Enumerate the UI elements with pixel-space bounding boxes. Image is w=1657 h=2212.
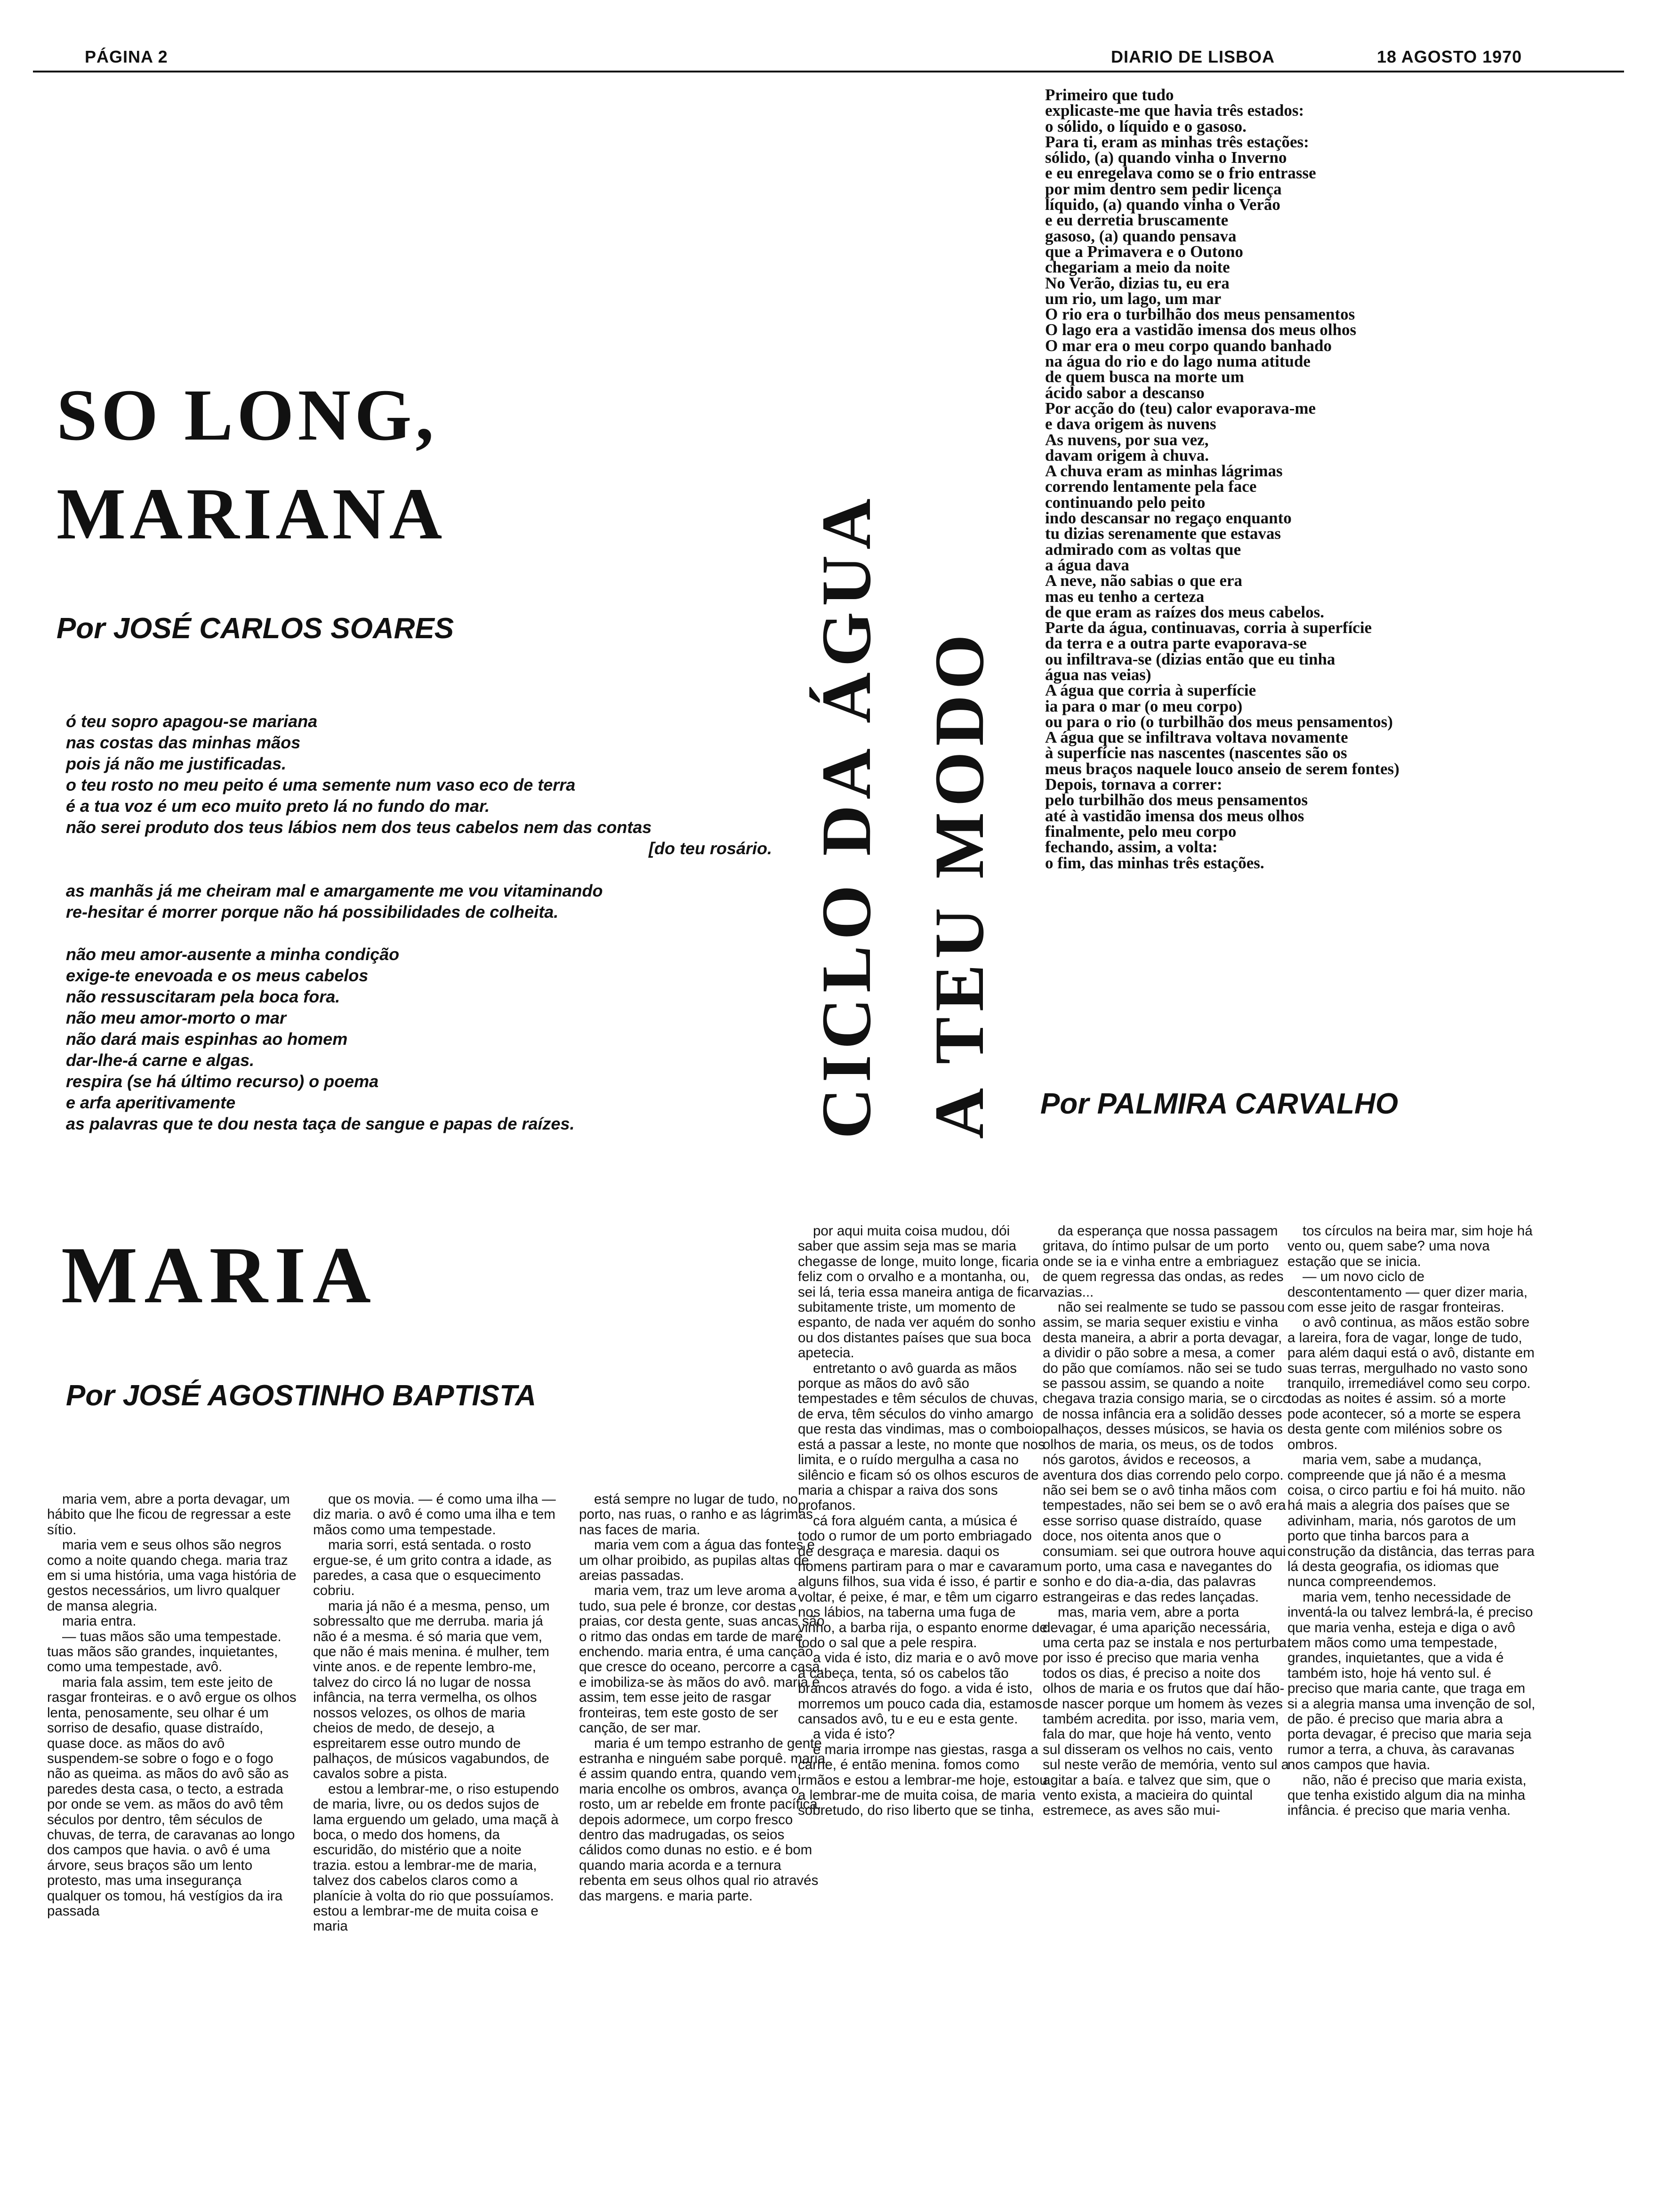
article1-poem-text	[66, 711, 772, 1134]
poem-line: sólido, (a) quando vinha o Inverno	[1045, 148, 1287, 167]
article-paragraph: maria sorri, está sentada. o rosto ergue-se, é um grito contra a idade, as paredes, a casa que o esquecimento cobriu.	[313, 1537, 552, 1599]
poem-line: davam origem à chuva.	[1045, 446, 1209, 465]
article2-title-line1: CICLO DA ÁGUA	[807, 493, 885, 1139]
article-paragraph: e maria irrompe nas giestas, rasga a carne, é então menina. fomos como irmãos e estou a lembrar-me hoje, estou a lembrar-me de muita coisa, de maria sobretudo, do riso liberto que se tinha,	[798, 1741, 1047, 1819]
poem-line: respira (se há último recurso) o poema	[66, 1072, 379, 1091]
poem-line: mas eu tenho a certeza	[1045, 587, 1205, 606]
article2-byline: Por PALMIRA CARVALHO	[1040, 1088, 1399, 1120]
article-paragraph: o avô continua, as mãos estão sobre a lareira, fora de vagar, longe de tudo, para além daqui está o avô, distante em suas terras, mergulhado no vasto sono tranquilo, irremediável como seu corpo. todas as noites é assim. só a morte pode acontecer, só a morte se espera desta gente com milénios sobre os ombros.	[1287, 1314, 1535, 1452]
poem-line: No Verão, dizias tu, eu era	[1045, 273, 1230, 292]
article-paragraph: maria vem com a água das fontes e um olhar proibido, as pupilas altas de areias passadas.	[579, 1537, 815, 1584]
article-paragraph: estou a lembrar-me, o riso estupendo de maria, livre, ou os dedos sujos de lama erguendo um gelado, uma maçã à boca, o medo dos homens, da escuridão, do mistério que a noite trazia. estou a lembrar-me de maria, talvez dos cabelos claros como a planície à volta do rio que possuíamos. estou a lembrar-me de muita coisa e maria	[313, 1781, 559, 1934]
poem-line: não serei produto dos teus lábios nem dos teus cabelos nem das contas	[66, 817, 652, 837]
poem-line: as manhãs já me cheiram mal e amargamente me vou vitaminando	[66, 881, 603, 900]
article3-column-5	[1043, 1224, 1292, 1819]
article2-poem-text	[1045, 87, 1629, 871]
poem-line: A água que se infiltrava voltava novamente	[1045, 728, 1348, 747]
poem-line: e eu enregelava como se o frio entrasse	[1045, 164, 1316, 183]
poem-line: ou para o rio (o turbilhão dos meus pensamentos)	[1045, 712, 1393, 731]
article-paragraph: maria fala assim, tem este jeito de rasgar fronteiras. e o avô ergue os olhos lenta, penosamente, seu olhar é um sorriso de desafio, quase distraído, quase doce. as mãos do avô suspendem-se sobre o fogo e o fogo não as queima. as mãos do avô são as paredes desta casa, o tecto, a estrada por onde se vem. as mãos do avô têm séculos por dentro, têm séculos de chuvas, de terra, de caravanas ao longo dos campos que havia. o avô é uma árvore, seus braços são um lento protesto, mas uma insegurança qualquer os tomou, há vestígios da ira passada	[47, 1674, 297, 1919]
poem-line: nas costas das minhas mãos	[66, 733, 301, 752]
article3-column-1	[47, 1492, 297, 1919]
article-paragraph: que os movia. — é como uma ilha — diz maria. o avô é como uma ilha e tem mãos como uma tempestade.	[313, 1491, 556, 1538]
poem-line: e arfa aperitivamente	[66, 1093, 236, 1112]
poem-line: A neve, não sabias o que era	[1045, 571, 1243, 590]
poem-line: A água que corria à superfície	[1045, 681, 1256, 700]
poem-line: água nas veias)	[1045, 665, 1151, 684]
article-paragraph: maria vem e seus olhos são negros como a noite quando chega. maria traz em si uma história, uma vaga história de gestos necessários, um livro qualquer de mansa alegria.	[47, 1537, 297, 1614]
page-number: PÁGINA 2	[85, 47, 168, 66]
article3-column-4	[798, 1224, 1047, 1819]
poem-line: um rio, um lago, um mar	[1045, 289, 1222, 308]
poem-line: pelo turbilhão dos meus pensamentos	[1045, 791, 1308, 809]
poem-line: dar-lhe-á carne e algas.	[66, 1050, 255, 1070]
article-paragraph: a vida é isto, diz maria e o avô move a cabeça, tenta, só os cabelos tão brancos através do fogo. a vida é isto, morremos um pouco cada dia, estamos cansados avô, tu e eu e esta gente.	[798, 1650, 1042, 1727]
poem-line: admirado com as voltas que	[1045, 540, 1241, 559]
article-paragraph: maria é um tempo estranho de gente estranha e ninguém sabe porquê. maria é assim quando entra, quando vem. maria encolhe os ombros, avança o rosto, um ar rebelde em fronte pacífica. depois adormece, um corpo fresco dentro das madrugadas, os seios cálidos como dunas no estio. e é bom quando maria acorda e a ternura rebenta em seus olhos qual rio através das margens. e maria parte.	[579, 1735, 826, 1904]
article-paragraph: maria vem, tenho necessidade de inventá-la ou talvez lembrá-la, é preciso que maria venha, esteja e diga o avô tem mãos como uma tempestade, grandes, inquietantes, que a vida é também isto, hoje há vento sul. é preciso que maria cante, que traga em si a alegria mansa uma invenção de sol, de pão. é preciso que maria abra a porta devagar, é preciso que maria seja rumor a terra, a chuva, às caravanas nos campos que havia.	[1287, 1589, 1536, 1773]
article1-byline: Por JOSÉ CARLOS SOARES	[56, 612, 454, 645]
article-paragraph: cá fora alguém canta, a música é todo o rumor de um porto embriagado de desgraça e maresia. daqui os homens partiram para o mar e cavaram alguns filhos, sua vida é isso, é partir e voltar, é peixe, é mar, e têm um cigarro nos lábios, na taberna uma fuga de vinho, a barba rija, o espanto enorme de todo o sal que a pele respira.	[798, 1513, 1047, 1651]
issue-date: 18 AGOSTO 1970	[1377, 47, 1522, 66]
article3-column-6	[1287, 1224, 1537, 1819]
poem-line: da terra e a outra parte evaporava-se	[1045, 634, 1307, 653]
poem-line: à superfície nas nascentes (nascentes são os	[1045, 744, 1347, 762]
poem-line: Parte da água, continuavas, corria à superfície	[1045, 618, 1372, 637]
poem-line: ácido sabor a descanso	[1045, 383, 1205, 402]
article-paragraph: maria vem, abre a porta devagar, um hábito que lhe ficou de regressar a este sítio.	[47, 1491, 291, 1538]
poem-line: exige-te enevoada e os meus cabelos	[66, 966, 369, 985]
poem-line: continuando pelo peito	[1045, 493, 1206, 512]
article-paragraph: a vida é isto?	[813, 1726, 895, 1742]
poem-line: não dará mais espinhas ao homem	[66, 1029, 348, 1049]
article-paragraph: não, não é preciso que maria exista, que tenha existido algum dia na minha infância. é preciso que maria venha.	[1287, 1772, 1527, 1819]
poem-line: meus braços naquele louco anseio de serem fontes)	[1045, 759, 1400, 778]
poem-line: não ressuscitaram pela boca fora.	[66, 987, 340, 1006]
article3-title: MARIA	[61, 1231, 378, 1320]
poem-line: O mar era o meu corpo quando banhado	[1045, 336, 1332, 355]
article-paragraph: por aqui muita coisa mudou, dói saber que assim seja mas se maria chegasse de longe, muito longe, ficaria feliz com o orvalho e a montanha, ou, sei lá, teria essa maneira antiga de ficar subitamente triste, um momento de espanto, de nada ver aquém do sonho ou dos distantes países que sua boca apetecia.	[798, 1223, 1044, 1361]
poem-line: Para ti, eram as minhas três estações:	[1045, 132, 1309, 151]
poem-line: líquido, (a) quando vinha o Verão	[1045, 195, 1280, 214]
poem-line: o fim, das minhas três estações.	[1045, 853, 1264, 872]
article1-title-line1: SO LONG,	[56, 374, 438, 456]
article-paragraph: maria vem, traz um leve aroma a tudo, sua pele é bronze, cor destas praias, cor desta gente, suas ancas são o ritmo das ondas em tarde de maré enchendo. maria entra, é uma canção que cresce do oceano, percorre a casa, e imobiliza-se às mãos do avô. maria é assim, tem esse jeito de rasgar fronteiras, tem este gosto de ser canção, de ser mar.	[579, 1583, 825, 1736]
poem-line: pois já não me justificadas.	[66, 754, 287, 773]
poem-line: finalmente, pelo meu corpo	[1045, 822, 1237, 841]
article2-poem	[1045, 87, 1629, 871]
poem-line: o sólido, o líquido e o gasoso.	[1045, 117, 1247, 136]
article1-title-line2: MARIANA	[56, 473, 446, 554]
article-paragraph: mas, maria vem, abre a porta devagar, é uma aparição necessária, uma certa paz se instala e nos perturba. por isso é preciso que maria venha todos os dias, é preciso a noite dos olhos de maria e os frutos que daí hão-de nascer porque um homem às vezes também acredita. por isso, maria vem, fala do mar, que hoje há vento, vento sul disseram os velhos no cais, vento sul neste verão de memória, vento sul a agitar a baía. e talvez que sim, que o vento exista, a macieira do quintal estremece, as aves são mui-	[1043, 1604, 1291, 1819]
poem-line: e dava origem às nuvens	[1045, 415, 1216, 433]
article-paragraph: maria já não é a mesma, penso, um sobressalto que me derruba. maria já não é a mesma. é só maria que vem, que não é mais menina. é mulher, tem vinte anos. e de repente lembro-me, talvez do circo lá no lugar de nossa infância, na terra vermelha, os olhos nossos velozes, os olhos de maria cheios de medo, de desejo, a espreitarem esse outro mundo de palhaços, de músicos vagabundos, de cavalos sobre a pista.	[313, 1598, 550, 1782]
poem-line: A chuva eram as minhas lágrimas	[1045, 462, 1283, 481]
poem-line: ia para o mar (o meu corpo)	[1045, 697, 1243, 715]
poem-line: não meu amor-morto o mar	[66, 1008, 287, 1027]
poem-line: gasoso, (a) quando pensava	[1045, 226, 1237, 245]
poem-line: Depois, tornava a correr:	[1045, 775, 1223, 794]
article-paragraph: não sei realmente se tudo se passou assim, se maria sequer existiu e vinha desta maneira, a abrir a porta devagar, a dividir o pão sobre a mesa, a comer do pão que comíamos. não sei se tudo se passou assim, se quando a noite chegava trazia consigo maria, se o circo de nossa infância era a solidão desses palhaços, desses músicos, se havia os olhos de maria, os meus, os de todos nós garotos, ávidos e receosos, a aventura dos dias correndo pelo corpo. não sei bem se o avô tinha mãos com tempestades, não sei bem se o avô era esse sorriso quase distraído, quase doce, nos oitenta anos que o consumiam. sei que outrora houve aqui um porto, uma casa e navegantes do sonho e do dia-a-dia, das palavras estrangeiras e das redes lançadas.	[1043, 1299, 1291, 1605]
poem-line: que a Primavera e o Outono	[1045, 242, 1243, 261]
article-paragraph: tos círculos na beira mar, sim hoje há vento ou, quem sabe? uma nova estação que se inicia.	[1287, 1223, 1533, 1269]
article-paragraph: entretanto o avô guarda as mãos porque as mãos do avô são tempestades e têm séculos de chuvas, de erva, têm séculos do vinho amargo que resta das vindimas, mas o comboio está a passar a leste, no monte que nos limita, e o ruído mergulha a casa no silêncio e ficam só os olhos escuros de maria a chispar a raiva dos sons profanos.	[798, 1360, 1045, 1514]
poem-line: [do teu rosário.	[648, 839, 772, 858]
poem-line: correndo lentamente pela face	[1045, 477, 1257, 496]
poem-line: O lago era a vastidão imensa dos meus olhos	[1045, 321, 1357, 339]
poem-line: de quem busca na morte um	[1045, 368, 1244, 386]
article1-poem	[66, 711, 772, 1134]
poem-line: Primeiro que tudo	[1045, 86, 1174, 104]
article3-column-2	[313, 1492, 563, 1934]
poem-line: é a tua voz é um eco muito preto lá no fundo do mar.	[66, 796, 490, 816]
poem-line: As nuvens, por sua vez,	[1045, 430, 1209, 449]
poem-line: a água dava	[1045, 555, 1129, 574]
article-paragraph: — tuas mãos são uma tempestade. tuas mãos são grandes, inquietantes, como uma tempestade, avô.	[47, 1628, 282, 1675]
poem-line: Por acção do (teu) calor evaporava-me	[1045, 399, 1316, 417]
poem-line	[66, 922, 772, 944]
article-paragraph: da esperança que nossa passagem gritava, do íntimo pulsar de um porto onde se ia e vinha entre a embriaguez de quem regressa das ondas, as redes vazias...	[1043, 1223, 1284, 1300]
article2-title-line2: A TEU MODO	[920, 628, 998, 1139]
article-paragraph: está sempre no lugar de tudo, no porto, nas ruas, o ranho e as lágrimas nas faces de maria.	[579, 1491, 813, 1538]
poem-line: fechando, assim, a volta:	[1045, 838, 1218, 857]
poem-line: as palavras que te dou nesta taça de sangue e papas de raízes.	[66, 1114, 575, 1133]
poem-line: na água do rio e do lago numa atitude	[1045, 352, 1311, 371]
poem-line: o teu rosto no meu peito é uma semente num vaso eco de terra	[66, 775, 576, 794]
header-rule	[33, 71, 1624, 72]
poem-line: tu dizias serenamente que estavas	[1045, 524, 1281, 543]
poem-line: ó teu sopro apagou-se mariana	[66, 712, 318, 731]
poem-line: chegariam a meio da noite	[1045, 258, 1230, 277]
poem-line: de que eram as raízes dos meus cabelos.	[1045, 602, 1325, 621]
poem-line: e eu derretia bruscamente	[1045, 211, 1229, 230]
poem-line: não meu amor-ausente a minha condição	[66, 945, 400, 964]
poem-line: por mim dentro sem pedir licença	[1045, 179, 1282, 198]
article-paragraph: maria vem, sabe a mudança, compreende que já não é a mesma coisa, o circo partiu e foi há muito. não há mais a alegria dos países que se adivinham, maria, nós garotos de um porto que tinha barcos para a construção da distância, das terras para lá desta geografia, os idiomas que nunca compreendemos.	[1287, 1452, 1535, 1590]
poem-line: re-hesitar é morrer porque não há possibilidades de colheita.	[66, 902, 559, 922]
article-paragraph: — um novo ciclo de descontentamento — quer dizer maria, com esse jeito de rasgar fronteiras.	[1287, 1269, 1528, 1315]
article3-column-3	[579, 1492, 828, 1904]
poem-line: ou infiltrava-se (dizias então que eu tinha	[1045, 649, 1335, 668]
poem-line: indo descansar no regaço enquanto	[1045, 509, 1292, 528]
poem-line: O rio era o turbilhão dos meus pensamentos	[1045, 305, 1355, 324]
article3-byline: Por JOSÉ AGOSTINHO BAPTISTA	[66, 1379, 536, 1412]
poem-line	[66, 859, 772, 880]
poem-line: até à vastidão imensa dos meus olhos	[1045, 806, 1304, 825]
article-paragraph: maria entra.	[62, 1613, 137, 1629]
poem-line: explicaste-me que havia três estados:	[1045, 101, 1304, 120]
newspaper-name: DIARIO DE LISBOA	[1111, 47, 1275, 66]
